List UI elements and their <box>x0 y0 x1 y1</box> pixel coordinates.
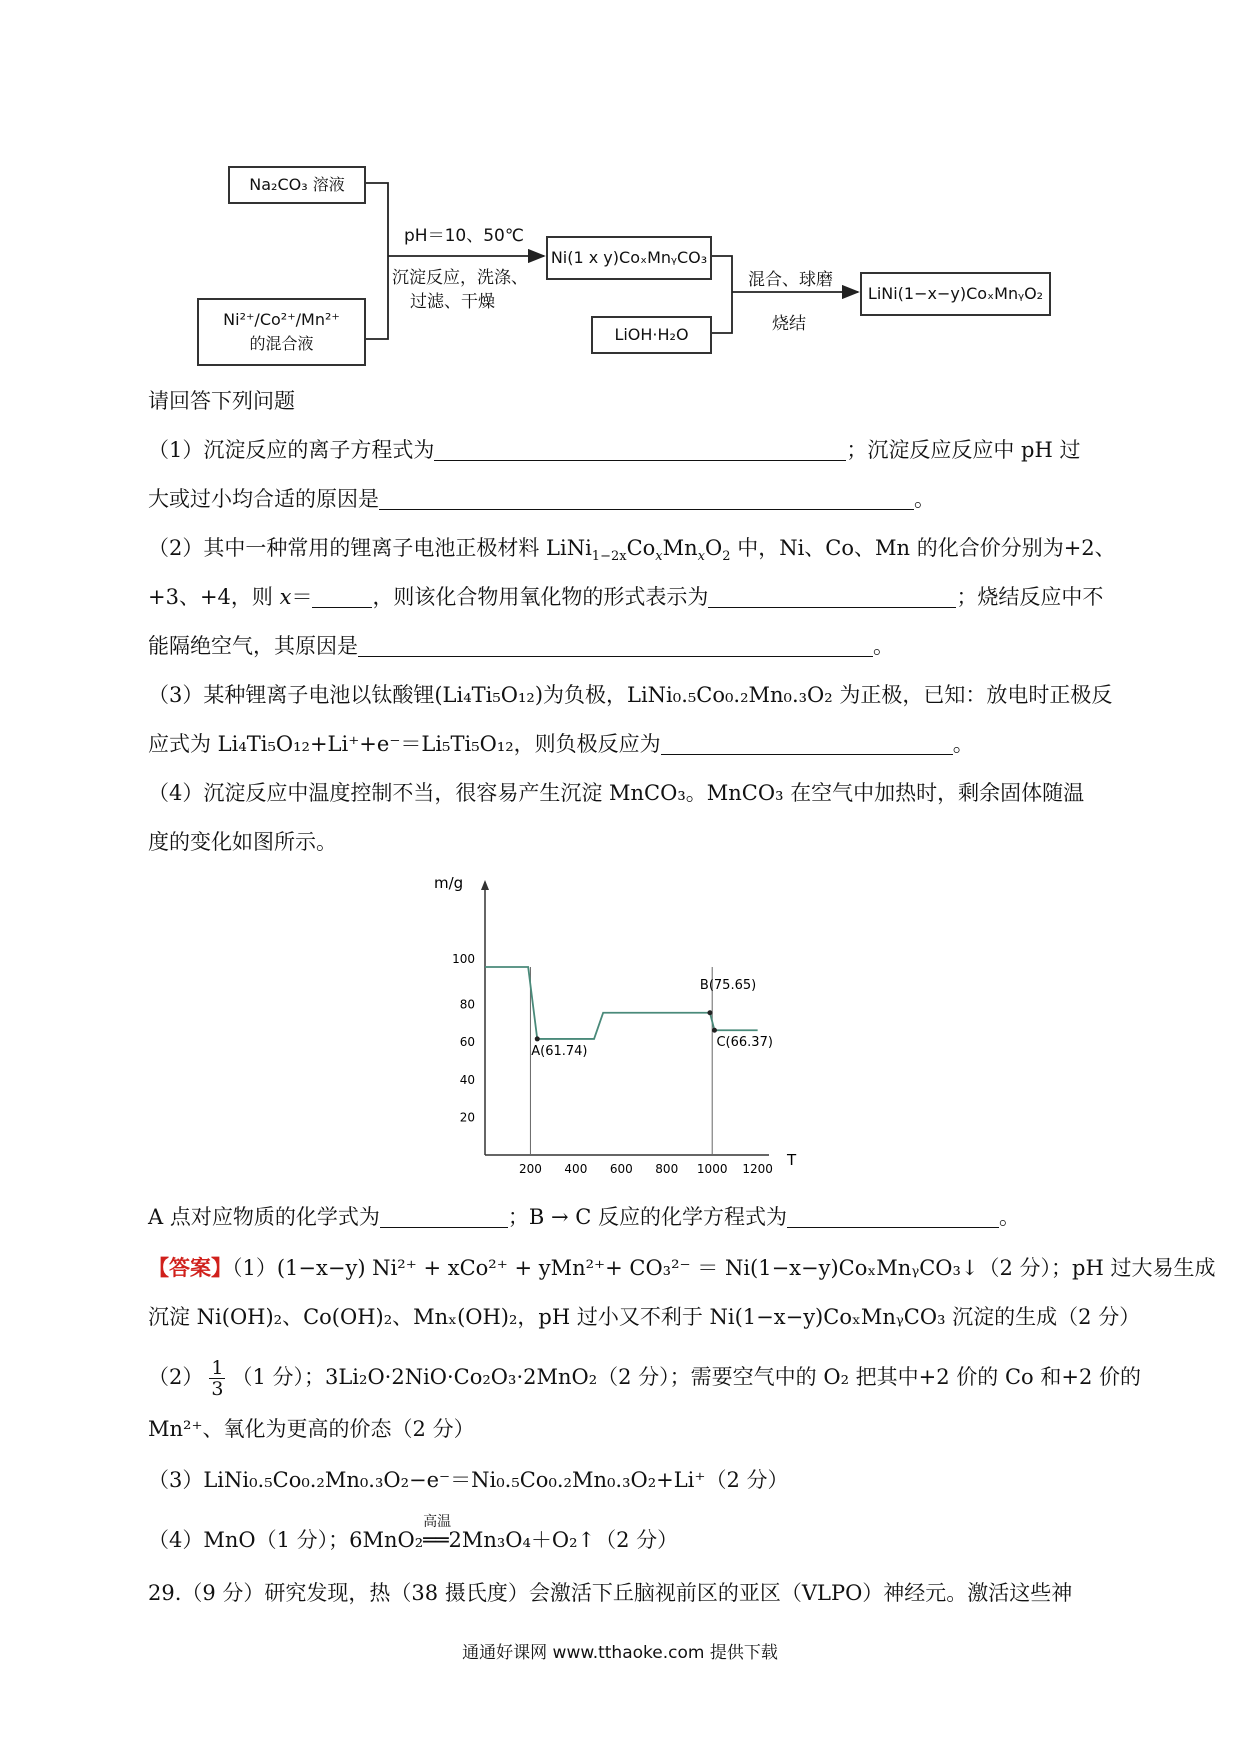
box-precipitate-label: Ni(1 x y)CoₓMnᵧCO₃ <box>550 248 708 267</box>
q4-text-e: 。 <box>998 1205 1020 1229</box>
point-label: C(66.37) <box>716 1035 773 1051</box>
x-tick-label: 1000 <box>696 1162 728 1176</box>
answer-line4: Mn²⁺、氧化为更高的价态（2 分） <box>148 1417 475 1441</box>
question-29: 29.（9 分）研究发现，热（38 摄氏度）会激活下丘脑视前区的亚区（VLPO）神经元。激活这些神 <box>148 1581 1073 1605</box>
fraction-num: 1 <box>211 1357 224 1379</box>
y-tick-label: 80 <box>459 997 475 1012</box>
q4-line2: 度的变化如图所示。 <box>148 830 337 854</box>
x-tick-label: 1200 <box>742 1162 773 1176</box>
footer: 通通好课网 www.tthaoke.com 提供下载 <box>462 1643 778 1663</box>
q1-blank-1[interactable] <box>434 438 846 461</box>
answer-line6 <box>148 1514 1098 1555</box>
q2-sub-x2: x <box>697 549 706 565</box>
q4-line3 <box>148 1202 1098 1232</box>
merge-bracket-left <box>366 183 388 339</box>
box-mix-line2: 的混合液 <box>249 334 314 353</box>
point-marker <box>535 1036 540 1041</box>
q1-blank-2[interactable] <box>379 487 914 510</box>
y-tick-label: 60 <box>459 1035 475 1050</box>
q1-text-a: （1）沉淀反应的离子方程式为 <box>148 438 435 462</box>
q2-sub-x1: x <box>655 549 663 565</box>
y-axis-arrow <box>481 880 489 890</box>
answer-1-l1: （1）(1−x−y) Ni²⁺ + xCo²⁺ + yMn²⁺+ CO₃²⁻ ＝ Ni(1−x−y)CoₓMnᵧCO₃↓（2 分）；pH 过大易生成 <box>232 1256 1216 1280</box>
q2-co: Co <box>626 536 656 560</box>
q2-sub-2: 2 <box>722 549 731 565</box>
q2-blank-oxide[interactable] <box>708 585 956 608</box>
q2-text-b3: ，则该化合物用氧化物的形式表示为 <box>372 585 709 609</box>
cond-process-l1: 沉淀反应，洗涤、 <box>392 268 528 288</box>
q1-text-b: ；沉淀反应反应中 pH 过 <box>846 438 1081 462</box>
q4-blank-eq[interactable] <box>787 1205 999 1228</box>
q2-text-end: 中，Ni、Co、Mn 的化合价分别为+2、 <box>730 536 1116 560</box>
answer-4-post: 2Mn₃O₄＋O₂↑（2 分） <box>448 1528 679 1552</box>
answer-line3 <box>148 1357 1141 1400</box>
q2-text-d: 。 <box>873 634 894 658</box>
q1-text-d: 。 <box>914 487 935 511</box>
q2-blank-x[interactable] <box>312 585 372 608</box>
q4-text-c: A 点对应物质的化学式为 <box>148 1205 380 1229</box>
x-tick-label: 600 <box>609 1162 633 1176</box>
fraction-den: 3 <box>211 1378 224 1400</box>
q2-line3 <box>148 631 1098 661</box>
q2-line2 <box>148 582 1104 612</box>
chart-axes <box>481 880 769 1155</box>
q3-blank[interactable] <box>661 732 953 755</box>
q4-line1: （4）沉淀反应中温度控制不当，很容易产生沉淀 MnCO₃。MnCO₃ 在空气中加热时，剩余固体随温 <box>148 781 1085 805</box>
cond-mix-mill: 混合、球磨 <box>748 270 833 290</box>
y-tick-label: 100 <box>452 952 475 966</box>
point-label: A(61.74) <box>531 1043 588 1059</box>
q2-text-c: 能隔绝空气，其原因是 <box>148 634 358 658</box>
y-tick-label: 40 <box>459 1072 475 1087</box>
q3-line1: （3）某种锂离子电池以钛酸锂(Li₄Ti₅O₁₂)为负极，LiNi₀.₅Co₀.₂Mn₀.₃O₂ 为正极，已知：放电时正极反 <box>148 683 1113 707</box>
chart-lines <box>485 967 758 1155</box>
fraction-one-third <box>209 1358 225 1399</box>
chart-labels <box>434 874 797 1176</box>
answer-line1 <box>148 1253 1216 1283</box>
flowchart-connectors <box>0 0 1240 400</box>
x-tick-label: 800 <box>655 1162 679 1176</box>
box-mix-line1: Ni²⁺/Co²⁺/Mn²⁺ <box>223 310 340 329</box>
cond-sinter: 烧结 <box>772 314 806 334</box>
reaction-condition: 高温 <box>423 1514 452 1530</box>
box-na2co3-label: Na₂CO₃ 溶液 <box>249 175 345 194</box>
answer-2-pre: （2） <box>148 1365 204 1389</box>
q2-sub-1: 1−2x <box>591 549 627 565</box>
q2-mn: Mn <box>662 536 698 560</box>
answer-label: 【答案】 <box>148 1255 232 1280</box>
q1-line2 <box>148 484 1098 514</box>
answer-2-post: （1 分）；3Li₂O·2NiO·Co₂O₃·2MnO₂（2 分）；需要空气中的 O₂ 把其中+2 价的 Co 和+2 价的 <box>231 1365 1141 1389</box>
q2-blank-reason[interactable] <box>358 634 873 657</box>
answer-line2: 沉淀 Ni(OH)₂、Co(OH)₂、Mnₓ(OH)₂，pH 过小又不利于 Ni(1−x−y)CoₓMnᵧCO₃ 沉淀的生成（2 分） <box>148 1305 1141 1329</box>
cond-ph-temp: pH＝10、50℃ <box>404 226 524 246</box>
box-lioh-label: LiOH·H₂O <box>614 325 689 344</box>
q4-blank-a[interactable] <box>380 1205 508 1228</box>
q2-o: O <box>705 536 723 560</box>
box-product-label: LiNi(1−x−y)CoₓMnᵧO₂ <box>867 284 1044 303</box>
y-axis-label: m/g <box>434 874 464 892</box>
q2-text-b2: ＝ <box>291 585 313 609</box>
q2-text-b1: +3、+4，则 <box>148 585 280 609</box>
x-tick-label: 200 <box>518 1162 542 1176</box>
merge-bracket-right <box>712 256 732 333</box>
point-marker <box>707 1010 712 1015</box>
answer-line5: （3）LiNi₀.₅Co₀.₂Mn₀.₃O₂−e⁻＝Ni₀.₅Co₀.₂Mn₀.₃O₂+Li⁺（2 分） <box>148 1468 789 1492</box>
cond-process-l2: 过滤、干燥 <box>410 292 495 312</box>
prompt: 请回答下列问题 <box>148 389 295 413</box>
q2-text-a: （2）其中一种常用的锂离子电池正极材料 LiNi <box>148 536 592 560</box>
q3-text-c: 。 <box>952 732 974 756</box>
reaction-arrow: 高温 ══ <box>423 1525 448 1555</box>
q2-line1 <box>148 533 1116 572</box>
q1-line1 <box>148 435 1098 465</box>
tg-chart <box>430 870 810 1176</box>
q3-line2 <box>148 729 1098 759</box>
q1-text-c: 大或过小均合适的原因是 <box>148 487 379 511</box>
y-tick-label: 20 <box>459 1110 475 1125</box>
q4-text-d: ；B → C 反应的化学方程式为 <box>507 1205 787 1229</box>
point-label: B(75.65) <box>699 977 757 993</box>
answer-4-pre: （4）MnO（1 分）；6MnO₂ <box>148 1528 424 1552</box>
point-marker <box>712 1028 717 1033</box>
q3-text-b: 应式为 Li₄Ti₅O₁₂+Li⁺+e⁻＝Li₅Ti₅O₁₂，则负极反应为 <box>148 732 661 756</box>
q2-text-b4: ；烧结反应中不 <box>956 585 1104 609</box>
x-tick-label: 400 <box>564 1162 588 1176</box>
x-axis-label: T <box>787 1151 797 1169</box>
q2-var-x: x <box>279 585 292 609</box>
